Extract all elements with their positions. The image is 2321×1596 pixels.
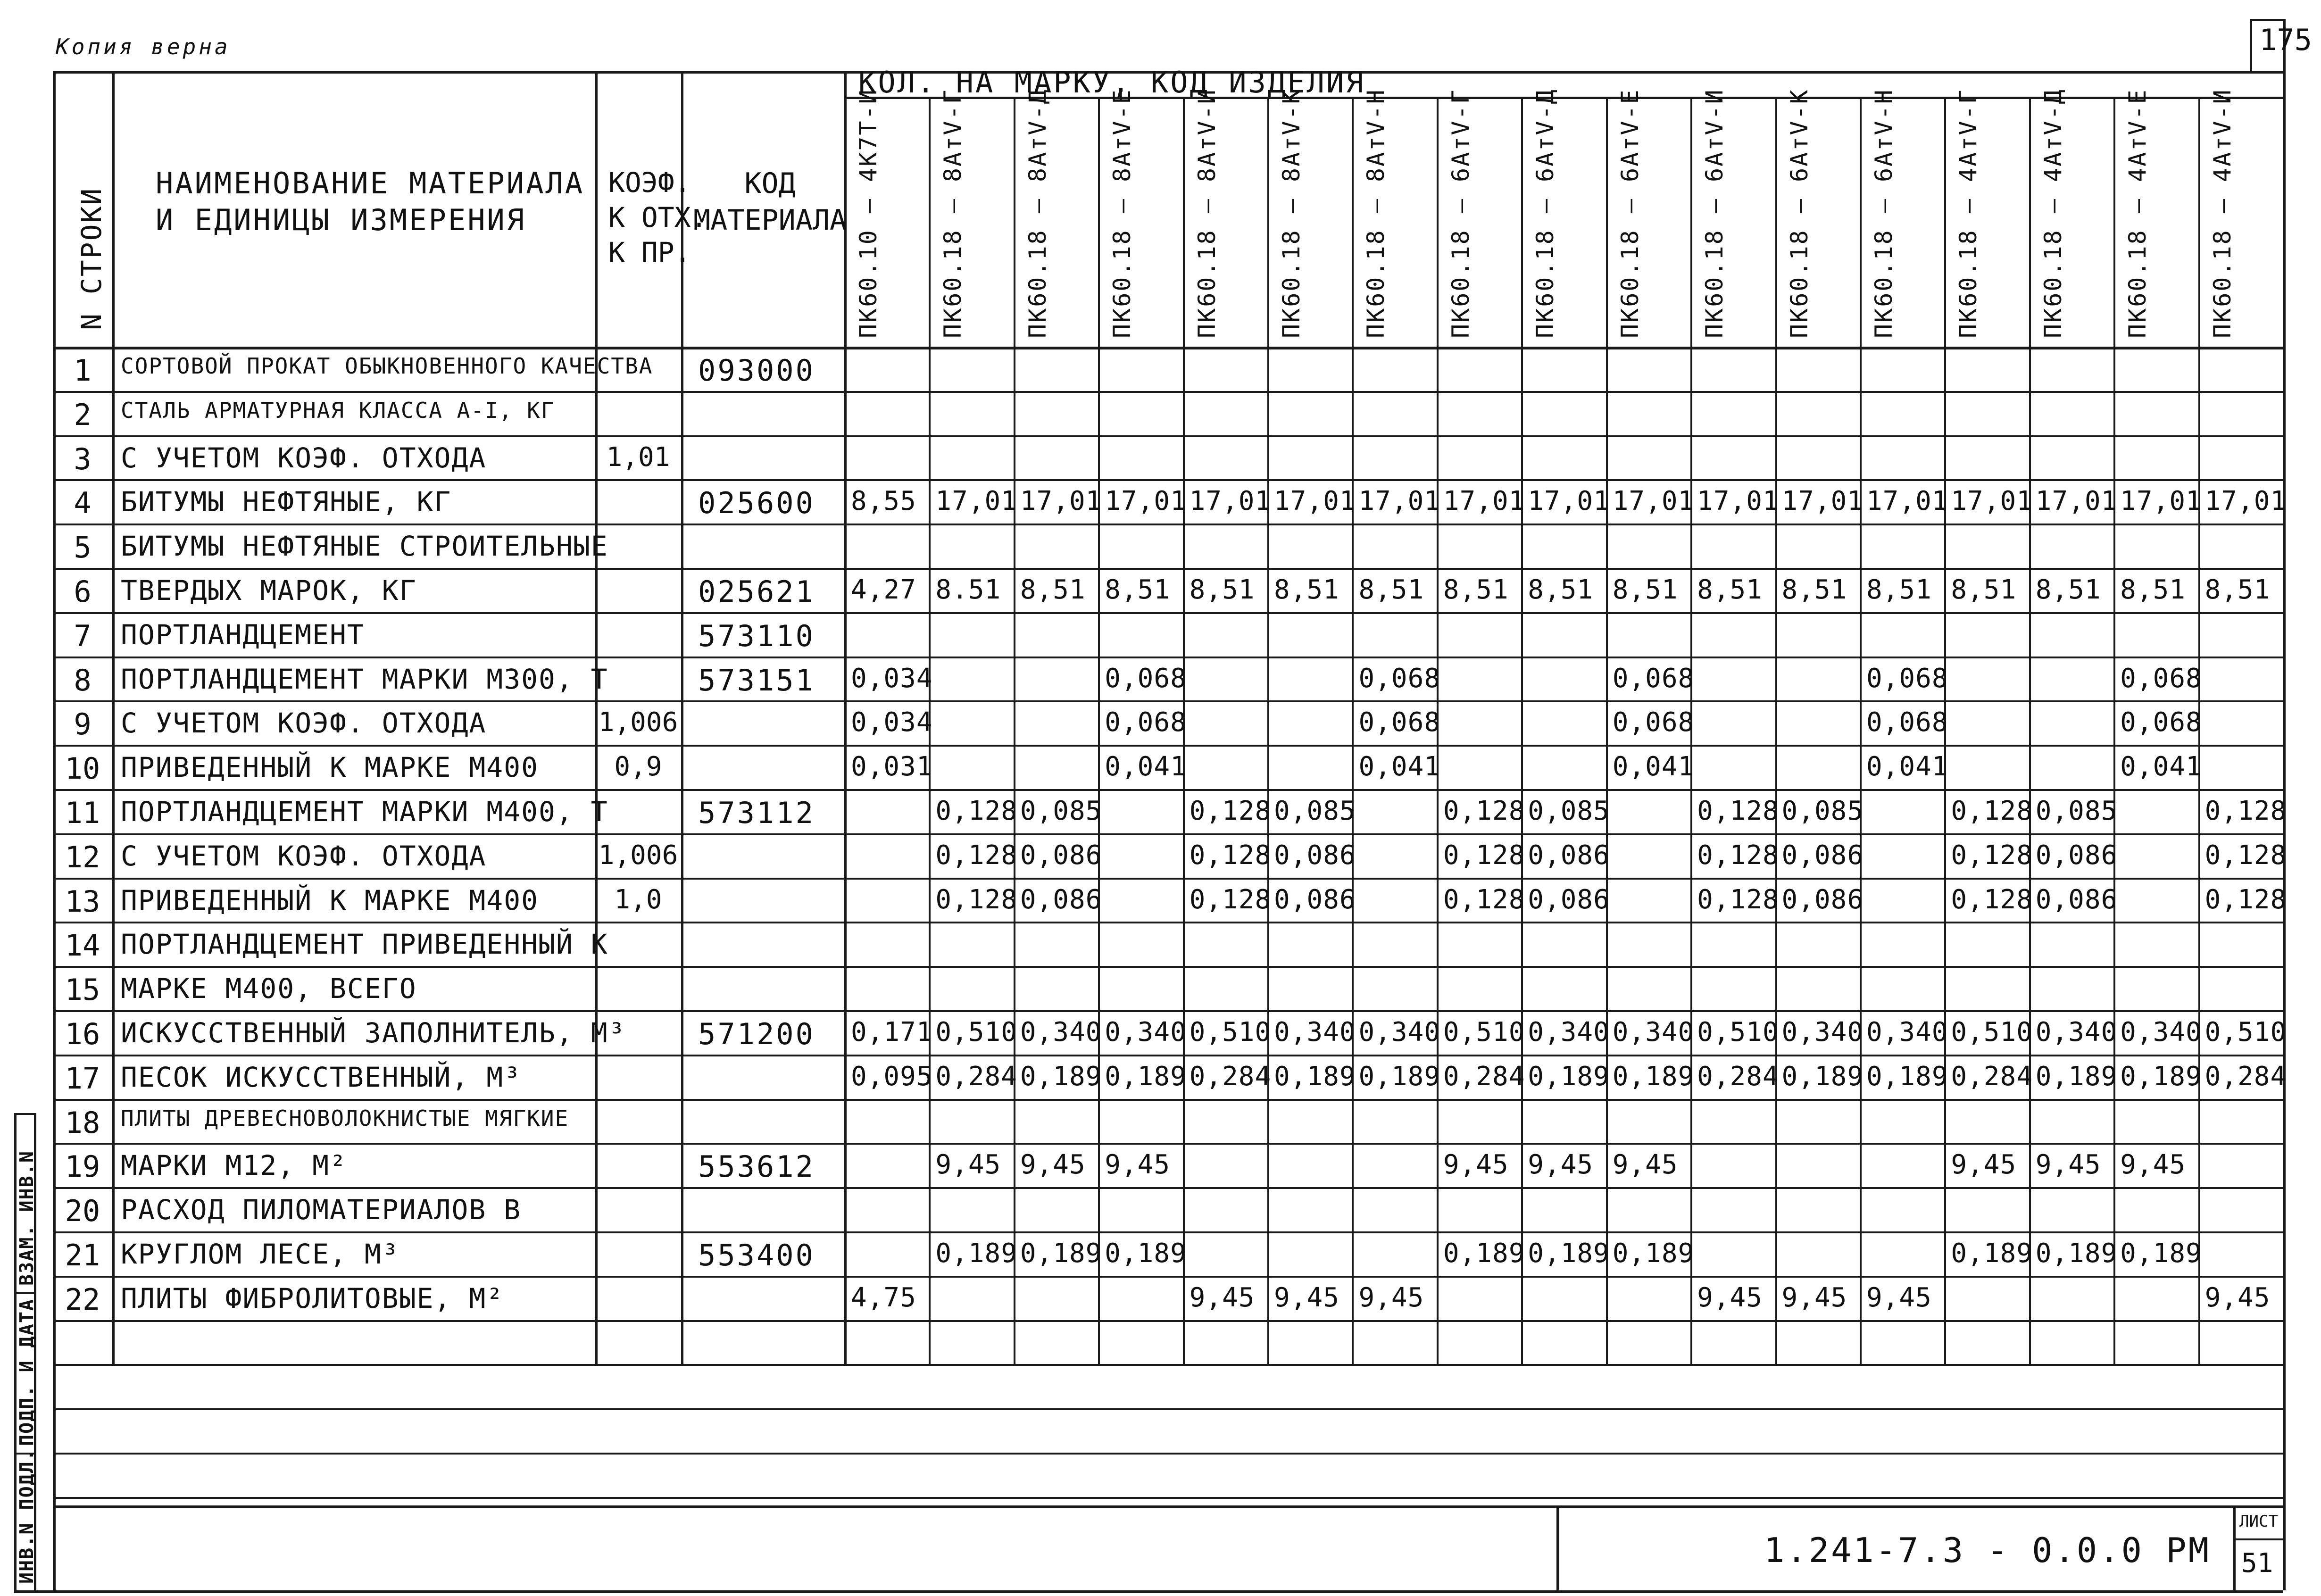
quantity-cell: 0,068 <box>1358 707 1441 738</box>
col-header-coef: КОЭФ. К ОТХ. К ПР. <box>608 166 707 268</box>
quantity-cell: 0,041 <box>1612 751 1695 782</box>
quantity-cell: 0,041 <box>1105 751 1187 782</box>
grid-line <box>2113 97 2115 1364</box>
row-number: 22 <box>65 1282 100 1317</box>
row-number: 16 <box>65 1017 100 1051</box>
material-name: ПРИВЕДЕННЫЙ К МАРКЕ М400 <box>121 884 539 916</box>
grid-line <box>844 71 847 1364</box>
quantity-cell: 0,128 <box>1189 796 1272 826</box>
row-number: 10 <box>65 751 100 786</box>
quantity-cell: 0,086 <box>1020 840 1102 871</box>
row-number: 14 <box>65 928 100 963</box>
quantity-cell: 8,51 <box>1528 574 1594 605</box>
quantity-cell: 0,510 <box>1443 1017 1525 1047</box>
copy-note: Копия верна <box>56 34 231 59</box>
grid-line <box>53 479 2283 481</box>
grid-line <box>53 922 2283 923</box>
product-header-11: ПК60.18 — 6АтV-И <box>1701 88 1729 338</box>
material-name: КРУГЛОМ ЛЕСЕ, М³ <box>121 1238 399 1270</box>
material-name: ПОРТЛАНДЦЕМЕНТ МАРКИ М400, Т <box>121 796 608 828</box>
grid-line <box>53 435 2283 437</box>
product-header-12: ПК60.18 — 6АтV-К <box>1785 88 1813 338</box>
quantity-cell: 0,068 <box>1105 663 1187 694</box>
material-name: ПЛИТЫ ДРЕВЕСНОВОЛОКНИСТЫЕ МЯГКИЕ <box>121 1105 569 1131</box>
grid-line <box>14 1292 34 1294</box>
grid-line <box>53 1099 2283 1101</box>
quantity-cell: 0,189 <box>1866 1061 1948 1092</box>
grid-line <box>53 1187 2283 1189</box>
quantity-cell: 0,189 <box>2035 1238 2118 1269</box>
material-code: 571200 <box>698 1017 815 1051</box>
quantity-cell: 0,041 <box>1358 751 1441 782</box>
row-number: 1 <box>74 353 92 388</box>
quantity-cell: 0,189 <box>2120 1061 2202 1092</box>
quantity-cell: 0,031 <box>851 751 933 782</box>
quantity-cell: 0,189 <box>1612 1238 1695 1269</box>
quantity-cell: 0,068 <box>1612 663 1695 694</box>
quantity-cell: 0,085 <box>2035 796 2118 826</box>
quantity-cell: 0,189 <box>2035 1061 2118 1092</box>
col-header-row-no: N СТРОКИ <box>75 187 108 330</box>
grid-line <box>53 700 2283 702</box>
quantity-cell: 0,510 <box>1189 1017 1272 1047</box>
quantity-cell: 0,340 <box>1528 1017 1610 1047</box>
quantity-cell: 0,189 <box>1020 1061 1102 1092</box>
quantity-cell: 17,01 <box>1358 486 1441 517</box>
col-header-code: КОД МАТЕРИАЛА <box>693 167 847 237</box>
quantity-cell: 17,01 <box>1781 486 1864 517</box>
grid-line <box>53 1055 2283 1056</box>
quantity-cell: 0,086 <box>1781 840 1864 871</box>
material-name: ИСКУССТВЕННЫЙ ЗАПОЛНИТЕЛЬ, М³ <box>121 1017 626 1049</box>
material-name: СОРТОВОЙ ПРОКАТ ОБЫКНОВЕННОГО КАЧЕСТВА <box>121 353 653 379</box>
material-name: ПЕСОК ИСКУССТВЕННЫЙ, М³ <box>121 1061 522 1093</box>
grid-line <box>2029 97 2031 1364</box>
quantity-cell: 0,284 <box>2205 1061 2287 1092</box>
side-stamp-field: ПОДП. И ДАТА <box>16 1298 38 1446</box>
quantity-cell: 9,45 <box>2205 1282 2271 1313</box>
quantity-cell: 0,086 <box>1781 884 1864 915</box>
quantity-cell: 0,034 <box>851 663 933 694</box>
grid-line <box>53 568 2283 570</box>
quantity-cell: 0,340 <box>1105 1017 1187 1047</box>
quantity-cell: 0,085 <box>1528 796 1610 826</box>
coefficient: 1,006 <box>598 707 678 738</box>
quantity-cell: 0,189 <box>1358 1061 1441 1092</box>
quantity-cell: 4,75 <box>851 1282 916 1313</box>
grid-line <box>53 657 2283 658</box>
material-name: ПОРТЛАНДЦЕМЕНТ МАРКИ М300, Т <box>121 663 608 695</box>
quantity-cell: 0,128 <box>1697 884 1779 915</box>
quantity-cell: 0,510 <box>2205 1017 2287 1047</box>
quantity-cell: 8,51 <box>2035 574 2101 605</box>
grid-line <box>2233 1538 2283 1540</box>
quantity-cell: 0,510 <box>1697 1017 1779 1047</box>
quantity-cell: 0,085 <box>1274 796 1356 826</box>
product-header-15: ПК60.18 — 4АтV-Д <box>2039 88 2067 338</box>
quantity-cell: 9,45 <box>1274 1282 1339 1313</box>
quantity-cell: 17,01 <box>1528 486 1610 517</box>
quantity-cell: 8,51 <box>1866 574 1932 605</box>
quantity-cell: 0,128 <box>1951 796 2033 826</box>
row-number: 6 <box>74 574 92 609</box>
row-number: 4 <box>74 486 92 521</box>
product-header-8: ПК60.18 — 6АтV-Г <box>1447 88 1474 338</box>
grid-line <box>53 391 2283 393</box>
quantity-cell: 0,068 <box>2120 707 2202 738</box>
quantity-cell: 0,340 <box>1866 1017 1948 1047</box>
product-header-2: ПК60.18 — 8АтV-Г <box>939 88 967 338</box>
quantity-cell: 0,128 <box>935 796 1017 826</box>
quantity-cell: 8,51 <box>1612 574 1678 605</box>
product-header-6: ПК60.18 — 8АтV-К <box>1278 88 1306 338</box>
grid-line <box>112 71 115 1364</box>
quantity-cell: 0,189 <box>1612 1061 1695 1092</box>
material-code: 573112 <box>698 796 815 830</box>
material-name: ПОРТЛАНДЦЕМЕНТ ПРИВЕДЕННЫЙ К <box>121 928 608 961</box>
grid-line <box>2250 19 2283 21</box>
quantity-cell: 0,510 <box>935 1017 1017 1047</box>
product-header-10: ПК60.18 — 6АтV-Е <box>1616 88 1644 338</box>
row-number: 8 <box>74 663 92 698</box>
sheet-number: 51 <box>2241 1548 2273 1579</box>
quantity-cell: 0,086 <box>1020 884 1102 915</box>
material-code: 553612 <box>698 1149 815 1184</box>
col-header-name: НАИМЕНОВАНИЕ МАТЕРИАЛА И ЕДИНИЦЫ ИЗМЕРЕНИЯ <box>156 166 585 237</box>
quantity-cell: 0,086 <box>1528 884 1610 915</box>
quantity-cell: 17,01 <box>1443 486 1525 517</box>
document-designation: 1.241-7.3 - 0.0.0 РМ <box>1764 1530 2211 1570</box>
quantity-cell: 0,128 <box>1189 840 1272 871</box>
quantity-cell: 0,128 <box>935 884 1017 915</box>
grid-line <box>1014 97 1015 1364</box>
row-number: 21 <box>65 1238 100 1272</box>
coefficient: 1,0 <box>614 884 662 915</box>
quantity-cell: 8,51 <box>1951 574 2017 605</box>
quantity-cell: 8.51 <box>935 574 1001 605</box>
material-name: СТАЛЬ АРМАТУРНАЯ КЛАССА А-I, КГ <box>121 397 555 423</box>
quantity-cell: 9,45 <box>2035 1149 2101 1180</box>
quantity-cell: 9,45 <box>1781 1282 1847 1313</box>
grid-line <box>14 1113 34 1115</box>
grid-line <box>2250 19 2252 71</box>
quantity-cell: 0,128 <box>1443 840 1525 871</box>
row-number: 18 <box>65 1105 100 1140</box>
material-code: 573110 <box>698 618 815 653</box>
group-header: КОЛ. НА МАРКУ, КОД ИЗДЕЛИЯ <box>858 65 1365 100</box>
quantity-cell: 8,51 <box>1697 574 1763 605</box>
material-name: С УЧЕТОМ КОЭФ. ОТХОДА <box>121 441 487 474</box>
quantity-cell: 17,01 <box>1020 486 1102 517</box>
quantity-cell: 0,041 <box>1866 751 1948 782</box>
product-header-3: ПК60.18 — 8АтV-Д <box>1023 88 1051 338</box>
coefficient: 1,01 <box>606 441 670 473</box>
quantity-cell: 0,086 <box>1528 840 1610 871</box>
quantity-cell: 0,128 <box>1697 796 1779 826</box>
quantity-cell: 0,189 <box>1274 1061 1356 1092</box>
product-header-1: ПК60.10 — 4К7Т-И <box>855 88 882 338</box>
quantity-cell: 8,51 <box>2205 574 2271 605</box>
quantity-cell: 0,095 <box>851 1061 933 1092</box>
quantity-cell: 0,068 <box>1866 663 1948 694</box>
quantity-cell: 0,128 <box>1189 884 1272 915</box>
grid-line <box>1860 97 1862 1364</box>
quantity-cell: 0,171 <box>851 1017 933 1047</box>
product-header-14: ПК60.18 — 4АтV-Г <box>1955 88 1982 338</box>
sheet-label: ЛИСТ <box>2239 1512 2278 1531</box>
quantity-cell: 9,45 <box>1951 1149 2017 1180</box>
quantity-cell: 8,51 <box>1189 574 1255 605</box>
grid-line <box>53 347 2283 349</box>
material-name: ПЛИТЫ ФИБРОЛИТОВЫЕ, М² <box>121 1282 504 1314</box>
quantity-cell: 0,128 <box>2205 796 2287 826</box>
grid-line <box>1267 97 1269 1364</box>
quantity-cell: 0,128 <box>2205 840 2287 871</box>
row-number: 5 <box>74 530 92 565</box>
material-code: 553400 <box>698 1238 815 1272</box>
quantity-cell: 0,068 <box>1866 707 1948 738</box>
quantity-cell: 9,45 <box>1020 1149 1086 1180</box>
quantity-cell: 0,085 <box>1020 796 1102 826</box>
grid-line <box>1521 97 1523 1364</box>
row-number: 7 <box>74 618 92 653</box>
quantity-cell: 0,068 <box>2120 663 2202 694</box>
quantity-cell: 0,086 <box>1274 840 1356 871</box>
product-header-5: ПК60.18 — 8АтV-И <box>1193 88 1221 338</box>
quantity-cell: 17,01 <box>1189 486 1272 517</box>
quantity-cell: 0,086 <box>1274 884 1356 915</box>
coefficient: 1,006 <box>598 840 678 871</box>
grid-line <box>1556 1505 1559 1590</box>
grid-line <box>53 1231 2283 1233</box>
grid-line <box>53 1010 2283 1012</box>
product-header-17: ПК60.18 — 4АтV-И <box>2208 88 2236 338</box>
quantity-cell: 9,45 <box>1443 1149 1509 1180</box>
material-code: 573151 <box>698 663 815 698</box>
grid-line <box>53 789 2283 791</box>
quantity-cell: 9,45 <box>935 1149 1001 1180</box>
quantity-cell: 4,27 <box>851 574 916 605</box>
quantity-cell: 17,01 <box>2035 486 2118 517</box>
quantity-cell: 0,189 <box>1443 1238 1525 1269</box>
grid-line <box>53 1276 2283 1278</box>
quantity-cell: 0,128 <box>1697 840 1779 871</box>
grid-line <box>53 833 2283 835</box>
quantity-cell: 9,45 <box>1612 1149 1678 1180</box>
quantity-cell: 0,189 <box>1951 1238 2033 1269</box>
row-number: 2 <box>74 397 92 432</box>
grid-line <box>53 1143 2283 1145</box>
grid-line <box>1352 97 1354 1364</box>
quantity-cell: 0,189 <box>1781 1061 1864 1092</box>
product-header-13: ПК60.18 — 6АтV-Н <box>1870 88 1897 338</box>
material-name: МАРКИ М12, М² <box>121 1149 347 1182</box>
quantity-cell: 0,068 <box>1358 663 1441 694</box>
row-number: 9 <box>74 707 92 742</box>
material-code: 025621 <box>698 574 815 609</box>
grid-line <box>53 966 2283 968</box>
quantity-cell: 9,45 <box>1697 1282 1763 1313</box>
quantity-cell: 0,189 <box>1020 1238 1102 1269</box>
material-name: ПОРТЛАНДЦЕМЕНТ <box>121 618 365 651</box>
quantity-cell: 8,51 <box>1105 574 1171 605</box>
grid-line <box>14 1590 2283 1593</box>
quantity-cell: 8,51 <box>1443 574 1509 605</box>
row-number: 3 <box>74 441 92 476</box>
material-name: С УЧЕТОМ КОЭФ. ОТХОДА <box>121 707 487 740</box>
row-number: 12 <box>65 840 100 874</box>
quantity-cell: 0,284 <box>1443 1061 1525 1092</box>
grid-line <box>53 1408 2283 1410</box>
grid-line <box>53 1364 2283 1366</box>
quantity-cell: 0,128 <box>2205 884 2287 915</box>
quantity-cell: 0,189 <box>1528 1238 1610 1269</box>
quantity-cell: 17,01 <box>1105 486 1187 517</box>
quantity-cell: 17,01 <box>1274 486 1356 517</box>
grid-line <box>53 524 2283 525</box>
row-number: 17 <box>65 1061 100 1096</box>
quantity-cell: 0,068 <box>1612 707 1695 738</box>
quantity-cell: 0,086 <box>2035 884 2118 915</box>
quantity-cell: 0,068 <box>1105 707 1187 738</box>
row-number: 15 <box>65 973 100 1007</box>
quantity-cell: 17,01 <box>1951 486 2033 517</box>
quantity-cell: 17,01 <box>2120 486 2202 517</box>
page-number: 175 <box>2259 23 2312 57</box>
quantity-cell: 0,340 <box>1020 1017 1102 1047</box>
quantity-cell: 9,45 <box>1189 1282 1255 1313</box>
quantity-cell: 17,01 <box>1697 486 1779 517</box>
quantity-cell: 0,085 <box>1781 796 1864 826</box>
quantity-cell: 0,128 <box>1443 884 1525 915</box>
grid-line <box>53 1453 2283 1455</box>
material-name: БИТУМЫ НЕФТЯНЫЕ СТРОИТЕЛЬНЫЕ <box>121 530 608 563</box>
quantity-cell: 0,128 <box>1951 840 2033 871</box>
quantity-cell: 0,284 <box>1189 1061 1272 1092</box>
grid-line <box>53 1505 2283 1508</box>
quantity-cell: 9,45 <box>1358 1282 1424 1313</box>
quantity-cell: 17,01 <box>2205 486 2287 517</box>
quantity-cell: 0,189 <box>1105 1238 1187 1269</box>
quantity-cell: 0,284 <box>1697 1061 1779 1092</box>
grid-line <box>1775 97 1777 1364</box>
material-code: 093000 <box>698 353 815 388</box>
quantity-cell: 17,01 <box>1612 486 1695 517</box>
quantity-cell: 0,128 <box>1951 884 2033 915</box>
grid-line <box>1606 97 1608 1364</box>
quantity-cell: 0,086 <box>2035 840 2118 871</box>
quantity-cell: 0,189 <box>935 1238 1017 1269</box>
quantity-cell: 17,01 <box>1866 486 1948 517</box>
quantity-cell: 0,034 <box>851 707 933 738</box>
grid-line <box>1098 97 1100 1364</box>
grid-line <box>53 71 56 1590</box>
quantity-cell: 0,128 <box>935 840 1017 871</box>
grid-line <box>53 1320 2283 1322</box>
coefficient: 0,9 <box>614 751 662 782</box>
quantity-cell: 0,041 <box>2120 751 2202 782</box>
product-header-4: ПК60.18 — 8АтV-Е <box>1108 88 1136 338</box>
material-name: ТВЕРДЫХ МАРОК, КГ <box>121 574 417 607</box>
quantity-cell: 8,51 <box>1781 574 1847 605</box>
quantity-cell: 8,51 <box>1358 574 1424 605</box>
material-name: МАРКЕ М400, ВСЕГО <box>121 973 417 1005</box>
quantity-cell: 8,51 <box>1274 574 1339 605</box>
quantity-cell: 0,189 <box>1105 1061 1187 1092</box>
product-header-9: ПК60.18 — 6АтV-Д <box>1531 88 1559 338</box>
row-number: 20 <box>65 1194 100 1229</box>
material-name: РАСХОД ПИЛОМАТЕРИАЛОВ В <box>121 1194 522 1226</box>
quantity-cell: 0,340 <box>1358 1017 1441 1047</box>
quantity-cell: 0,510 <box>1951 1017 2033 1047</box>
quantity-cell: 8,55 <box>851 486 916 517</box>
quantity-cell: 0,340 <box>1274 1017 1356 1047</box>
row-number: 11 <box>65 796 100 830</box>
grid-line <box>2233 1505 2236 1590</box>
quantity-cell: 8,51 <box>2120 574 2186 605</box>
side-stamp-field: ВЗАМ. ИНВ.N <box>16 1150 38 1286</box>
material-name: С УЧЕТОМ КОЭФ. ОТХОДА <box>121 840 487 872</box>
material-code: 025600 <box>698 486 815 521</box>
material-name: БИТУМЫ НЕФТЯНЫЕ, КГ <box>121 486 452 518</box>
quantity-cell: 9,45 <box>1866 1282 1932 1313</box>
product-header-16: ПК60.18 — 4АтV-Е <box>2124 88 2152 338</box>
quantity-cell: 0,189 <box>1528 1061 1610 1092</box>
grid-line <box>53 878 2283 880</box>
grid-line <box>53 1497 2283 1499</box>
quantity-cell: 0,189 <box>2120 1238 2202 1269</box>
quantity-cell: 0,340 <box>1781 1017 1864 1047</box>
quantity-cell: 8,51 <box>1020 574 1086 605</box>
quantity-cell: 0,340 <box>1612 1017 1695 1047</box>
row-number: 13 <box>65 884 100 919</box>
material-name: ПРИВЕДЕННЫЙ К МАРКЕ М400 <box>121 751 539 784</box>
quantity-cell: 0,340 <box>2120 1017 2202 1047</box>
quantity-cell: 0,128 <box>1443 796 1525 826</box>
quantity-cell: 9,45 <box>2120 1149 2186 1180</box>
quantity-cell: 9,45 <box>1105 1149 1171 1180</box>
quantity-cell: 9,45 <box>1528 1149 1594 1180</box>
quantity-cell: 0,284 <box>1951 1061 2033 1092</box>
grid-line <box>53 745 2283 747</box>
side-stamp-field: ИНВ.N ПОДЛ. <box>16 1448 38 1584</box>
product-header-7: ПК60.18 — 8АтV-Н <box>1362 88 1390 338</box>
quantity-cell: 17,01 <box>935 486 1017 517</box>
row-number: 19 <box>65 1149 100 1184</box>
quantity-cell: 0,284 <box>935 1061 1017 1092</box>
grid-line <box>53 612 2283 614</box>
quantity-cell: 0,340 <box>2035 1017 2118 1047</box>
